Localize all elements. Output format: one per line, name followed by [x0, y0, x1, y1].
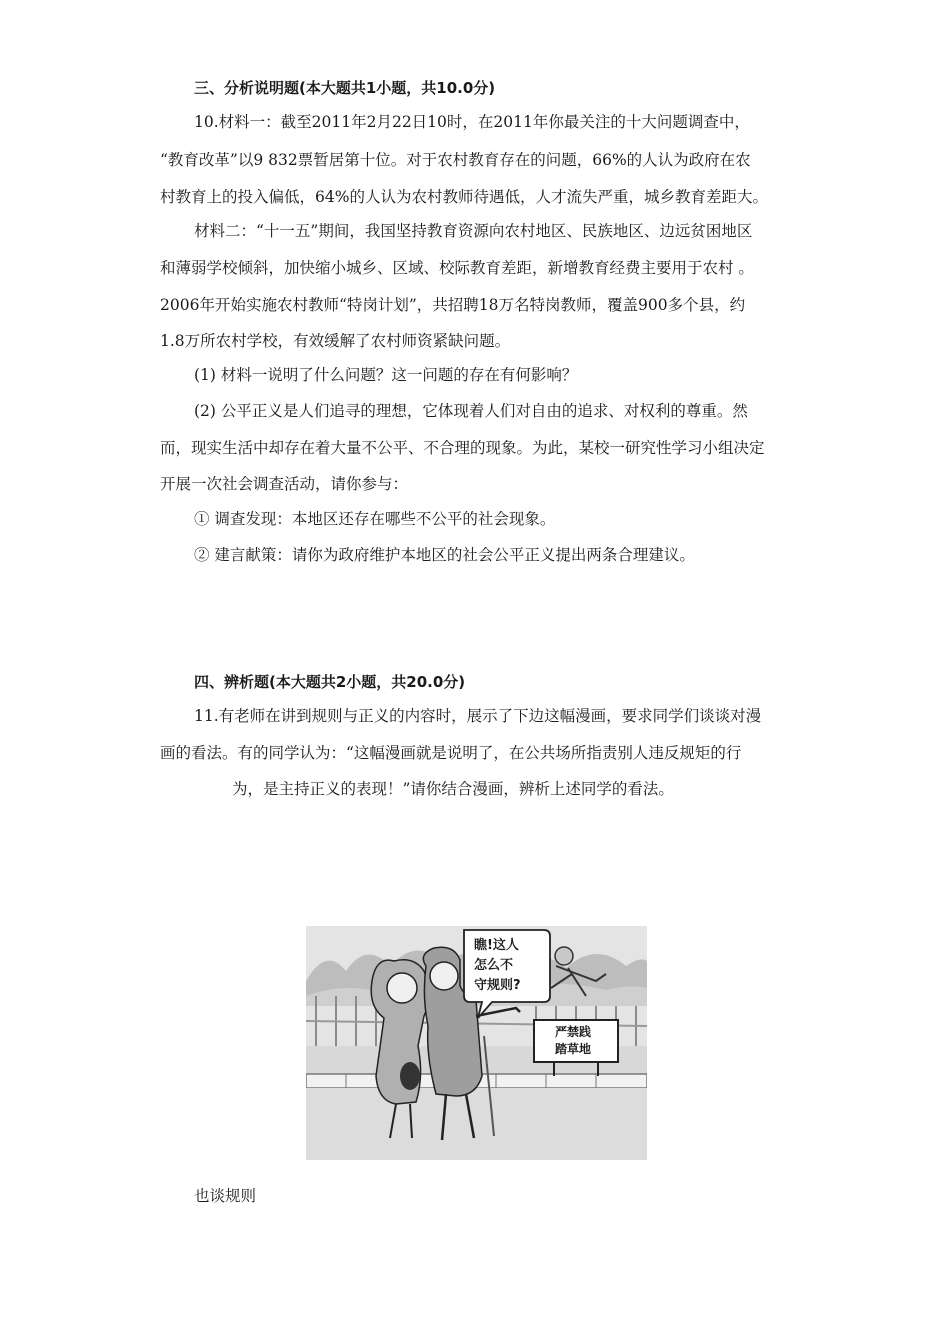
s4-line-2: 画的看法。有的同学认为：“这幅漫画就是说明了，在公共场所指责别人违反规矩的行	[160, 744, 742, 762]
sign-line-2: 踏草地	[555, 1042, 592, 1056]
s3-line-4: 材料二：“十一五”期间，我国坚持教育资源向农村地区、民族地区、边远贫困地区	[194, 222, 753, 240]
section3-heading: 三、分析说明题(本大题共1小题，共10.0分)	[194, 79, 496, 97]
s3-line-10: 而，现实生活中却存在着大量不公平、不合理的现象。为此，某校一研究性学习小组决定	[160, 439, 765, 457]
s3-question-1: (1) 材料一说明了什么问题？这一问题的存在有何影响？	[194, 366, 578, 384]
cartoon-caption: 也谈规则	[194, 1187, 257, 1205]
s3-line-5: 和薄弱学校倾斜，加快缩小城乡、区域、校际教育差距，新增教育经费主要用于农村 。	[160, 259, 754, 277]
s3-subitem-1: ① 调查发现：本地区还存在哪些不公平的社会现象。	[194, 510, 556, 528]
s3-line-11: 开展一次社会调查活动，请你参与：	[160, 475, 409, 493]
bubble-line-3: 守规则?	[474, 978, 521, 993]
s4-line-3: 为，是主持正义的表现！”请你结合漫画，辨析上述同学的看法。	[232, 780, 674, 798]
s3-line-6: 2006年开始实施农村教师“特岗计划”，共招聘18万名特岗教师，覆盖900多个县，约	[160, 296, 746, 314]
s3-line-2: “教育改革”以9 832票暂居第十位。对于农村教育存在的问题，66%的人认为政府在农	[160, 151, 751, 169]
speech-bubble	[474, 936, 521, 996]
s3-line-3: 村教育上的投入偏低，64%的人认为农村教师待遇低，人才流失严重，城乡教育差距大。	[160, 188, 768, 206]
s4-line-1: 11.有老师在讲到规则与正义的内容时，展示了下边这幅漫画，要求同学们谈谈对漫	[194, 707, 762, 725]
bubble-line-1: 瞧!这人	[474, 938, 519, 953]
s3-question-2: (2) 公平正义是人们追寻的理想，它体现着人们对自由的追求、对权利的尊重。然	[194, 402, 748, 420]
section4-heading: 四、辨析题(本大题共2小题，共20.0分)	[194, 673, 466, 691]
s3-line-7: 1.8万所农村学校，有效缓解了农村师资紧缺问题。	[160, 332, 511, 350]
s3-subitem-2: ② 建言献策：请你为政府维护本地区的社会公平正义提出两条合理建议。	[194, 546, 695, 564]
cartoon-image	[306, 926, 647, 1160]
sign-line-1: 严禁践	[555, 1025, 592, 1039]
s3-line-1: 10.材料一：截至2011年2月22日10时，在2011年你最关注的十大问题调查中，	[194, 113, 750, 131]
bubble-line-2: 怎么不	[474, 958, 514, 973]
no-trampling-sign	[555, 1024, 591, 1058]
